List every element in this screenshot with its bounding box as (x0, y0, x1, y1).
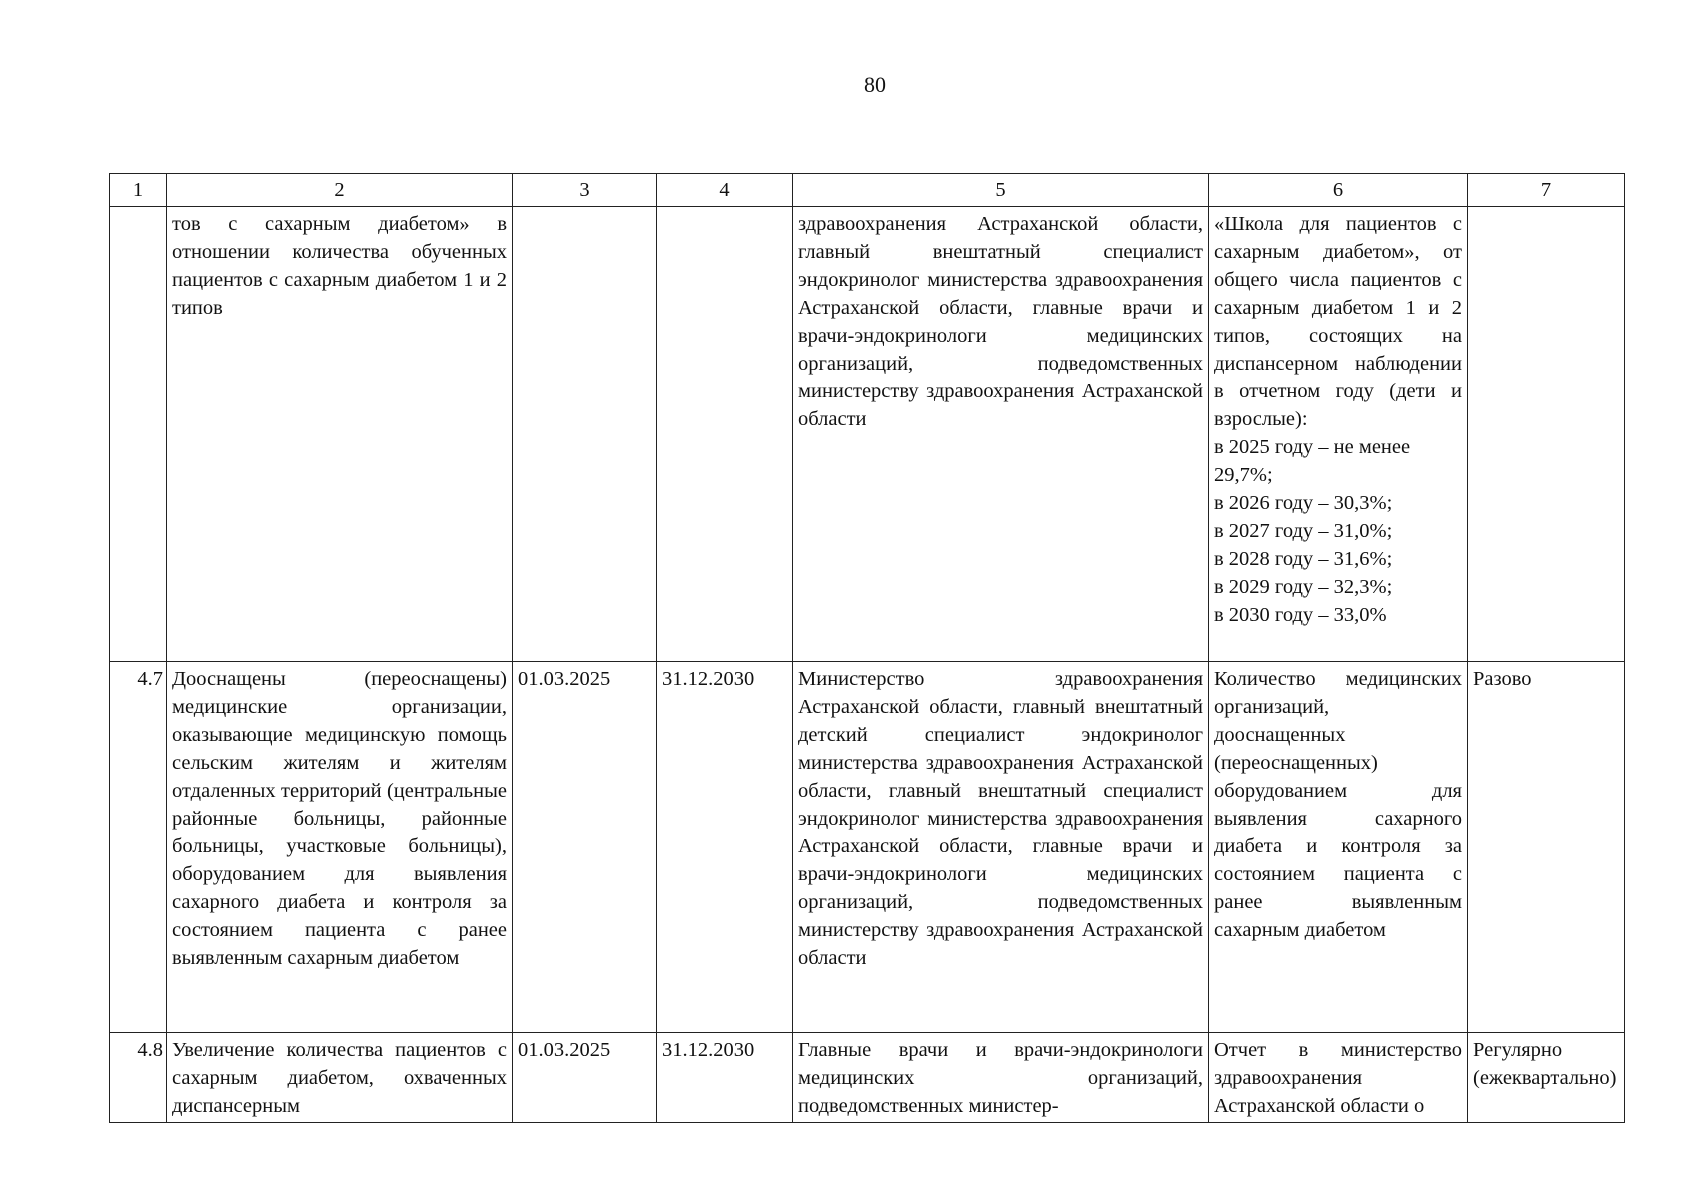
activity-cell: тов с сахарным диабетом» в отношении количества обученных пациентов с сахарным диабетом 1 и 2 типов (167, 207, 513, 662)
end-date-cell: 31.12.2030 (657, 662, 793, 1033)
end-date-cell: 31.12.2030 (657, 1033, 793, 1123)
result-target: в 2026 году – 30,3%; (1214, 492, 1393, 515)
column-header: 1 (110, 174, 167, 207)
column-header: 7 (1468, 174, 1625, 207)
start-date-cell: 01.03.2025 (513, 662, 657, 1033)
activity-cell: Увеличение количества пациентов с сахарным диабетом, охваченных диспансерным (167, 1033, 513, 1123)
responsible-cell: здравоохранения Астраханской области, главный внештатный специалист эндокринолог министерства здравоохранения Астраханской области, главные врачи и врачи-эндокринологи медицинских организаций, подведомственных министерству здравоохранения Астраханской области (793, 207, 1209, 662)
column-header: 6 (1209, 174, 1468, 207)
table-row (110, 662, 1625, 1033)
page-number: 80 (864, 72, 886, 97)
start-date-cell: 01.03.2025 (513, 1033, 657, 1123)
column-header: 4 (657, 174, 793, 207)
row-number (110, 207, 167, 662)
result-target: в 2027 году – 31,0%; (1214, 519, 1393, 542)
column-header: 3 (513, 174, 657, 207)
result-target: в 2030 году – 33,0% (1214, 603, 1387, 626)
frequency-cell (1468, 207, 1625, 662)
column-header: 2 (167, 174, 513, 207)
result-target: в 2029 году – 32,3%; (1214, 575, 1393, 598)
result-target: в 2025 году – не менее 29,7%; (1214, 436, 1411, 487)
frequency-cell: Регулярно (ежеквартально) (1468, 1033, 1625, 1123)
frequency-cell: Разово (1468, 662, 1625, 1033)
measures-table (109, 173, 1625, 1123)
start-date-cell (513, 207, 657, 662)
column-header: 5 (793, 174, 1209, 207)
responsible-cell: Министерство здравоохранения Астраханской области, главный внештатный детский специалист эндокринолог министерства здравоохранения Астраханской области, главный внештатный специалист эндокринолог министерства здравоохранения Астраханской области, главные врачи и врачи-эндокринологи медицинских организаций, подведомственных министерству здравоохранения Астраханской области (793, 662, 1209, 1033)
result-text: «Школа для пациентов с сахарным диабетом», от общего числа пациентов с сахарным диабетом 1 и 2 типов, состоящих на диспансерном наблюдении в отчетном году (дети и взрослые): (1214, 213, 1462, 431)
column-number-row (110, 174, 1625, 207)
result-cell: Количество медицинских организаций, дооснащенных (переоснащенных) оборудованием для выявления сахарного диабета и контроля за состоянием пациента с ранее выявленным сахарным диабетом (1209, 662, 1468, 1033)
row-number: 4.7 (110, 662, 167, 1033)
row-number: 4.8 (110, 1033, 167, 1123)
table-row (110, 1033, 1625, 1123)
activity-cell: Дооснащены (переоснащены) медицинские организации, оказывающие медицинскую помощь сельским жителям и жителям отдаленных территорий (центральные районные больницы, районные больницы, участковые больницы), оборудованием для выявления сахарного диабета и контроля за состоянием пациента с ранее выявленным сахарным диабетом (167, 662, 513, 1033)
result-target: в 2028 году – 31,6%; (1214, 547, 1393, 570)
table-row (110, 207, 1625, 662)
end-date-cell (657, 207, 793, 662)
result-cell: Отчет в министерство здравоохранения Астраханской области о (1209, 1033, 1468, 1123)
responsible-cell: Главные врачи и врачи-эндокринологи медицинских организаций, подведомственных министер- (793, 1033, 1209, 1123)
result-cell (1209, 207, 1468, 662)
